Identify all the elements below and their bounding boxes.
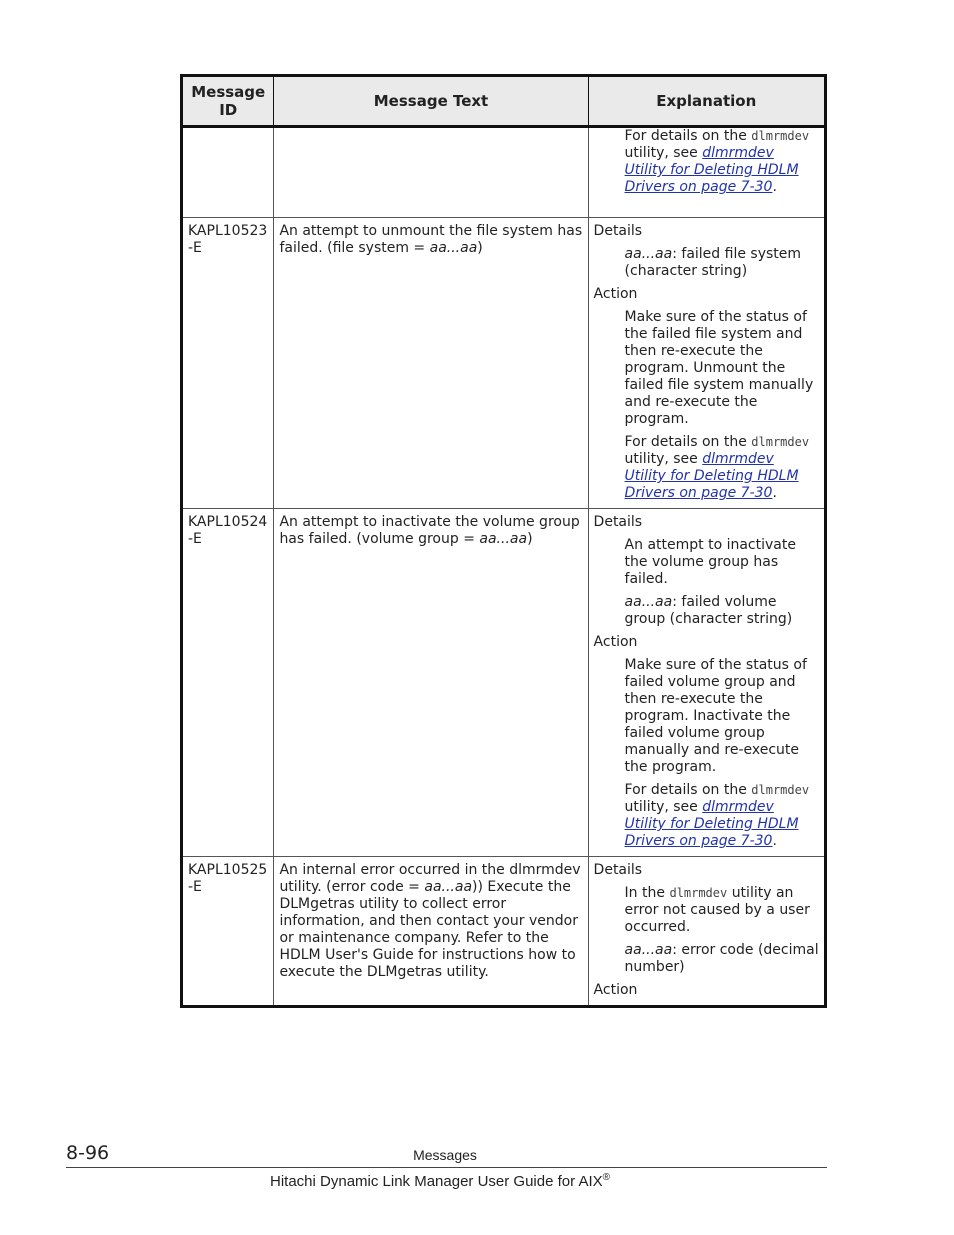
message-id-cell: KAPL10524-E xyxy=(182,509,274,857)
cross-reference-link[interactable]: dlmrmdev Utility for Deleting HDLM Drivers on page 7-30 xyxy=(624,451,799,501)
reference-paragraph: For details on the dlmrmdev utility, see dlmrmdev Utility for Deleting HDLM Drivers on page 7-30. xyxy=(624,434,810,501)
messages-table xyxy=(180,74,827,1008)
action-paragraph: Make sure of the status of failed volume group and then re-execute the program. Inactivate the failed volume group manually and re-execute the program. xyxy=(624,657,807,775)
command-name: dlmrmdev xyxy=(669,886,728,900)
action-label: Action xyxy=(593,286,638,302)
footer-divider xyxy=(66,1167,827,1168)
explanation-cell xyxy=(588,218,825,509)
cross-reference-link[interactable]: dlmrmdev Utility for Deleting HDLM Drivers on page 7-30 xyxy=(624,145,799,195)
action-label: Action xyxy=(593,982,638,998)
details-label: Details xyxy=(593,862,643,878)
header-message-id: Message ID xyxy=(182,76,274,127)
header-message-text: Message Text xyxy=(274,76,588,127)
reference-paragraph: For details on the dlmrmdev utility, see dlmrmdev Utility for Deleting HDLM Drivers on page 7-30. xyxy=(624,782,810,849)
table-header-row xyxy=(182,76,826,127)
command-name: dlmrmdev xyxy=(751,783,810,797)
command-name: dlmrmdev xyxy=(751,435,810,449)
table-row-continued xyxy=(182,127,826,218)
message-text-cell xyxy=(274,127,588,218)
detail-paragraph: aa...aa: failed volume group (character string) xyxy=(624,594,793,627)
message-text-cell: An attempt to unmount the file system has failed. (file system = aa...aa) xyxy=(274,218,588,509)
explanation-cell xyxy=(588,509,825,857)
registered-trademark: ® xyxy=(602,1172,611,1183)
message-id-cell: KAPL10525-E xyxy=(182,857,274,1007)
message-id-cell xyxy=(182,127,274,218)
table-row xyxy=(182,509,826,857)
detail-paragraph: aa...aa: failed file system (character string) xyxy=(624,246,802,279)
message-text-cell: An attempt to inactivate the volume group has failed. (volume group = aa...aa) xyxy=(274,509,588,857)
action-label: Action xyxy=(593,634,638,650)
details-label: Details xyxy=(593,514,643,530)
message-id-cell: KAPL10523-E xyxy=(182,218,274,509)
cross-reference-link[interactable]: dlmrmdev Utility for Deleting HDLM Drivers on page 7-30 xyxy=(624,799,799,849)
page-number: 8-96 xyxy=(66,1142,110,1164)
command-name: dlmrmdev xyxy=(751,129,810,143)
reference-paragraph: For details on the dlmrmdev utility, see dlmrmdev Utility for Deleting HDLM Drivers on page 7-30. xyxy=(624,128,810,195)
detail-paragraph: In the dlmrmdev utility an error not caused by a user occurred. xyxy=(624,885,810,935)
detail-paragraph: An attempt to inactivate the volume group has failed. xyxy=(624,537,796,587)
table-row xyxy=(182,857,826,1007)
explanation-cell xyxy=(588,857,825,1007)
detail-paragraph: aa...aa: error code (decimal number) xyxy=(624,942,819,975)
book-title: Hitachi Dynamic Link Manager User Guide for AIX® xyxy=(270,1172,611,1190)
explanation-cell xyxy=(588,127,825,218)
details-label: Details xyxy=(593,223,643,239)
message-text-cell: An internal error occurred in the dlmrmdev utility. (error code = aa...aa)) Execute the DLMgetras utility to collect error information, and then contact your vendor or maintenance company. Refer to the HDLM User's Guide for instructions how to execute the DLMgetras utility. xyxy=(274,857,588,1007)
action-paragraph: Make sure of the status of the failed file system and then re-execute the program. Unmount the failed file system manually and re-execute the program. xyxy=(624,309,814,427)
section-name: Messages xyxy=(413,1147,477,1163)
table-row xyxy=(182,218,826,509)
header-explanation: Explanation xyxy=(588,76,825,127)
